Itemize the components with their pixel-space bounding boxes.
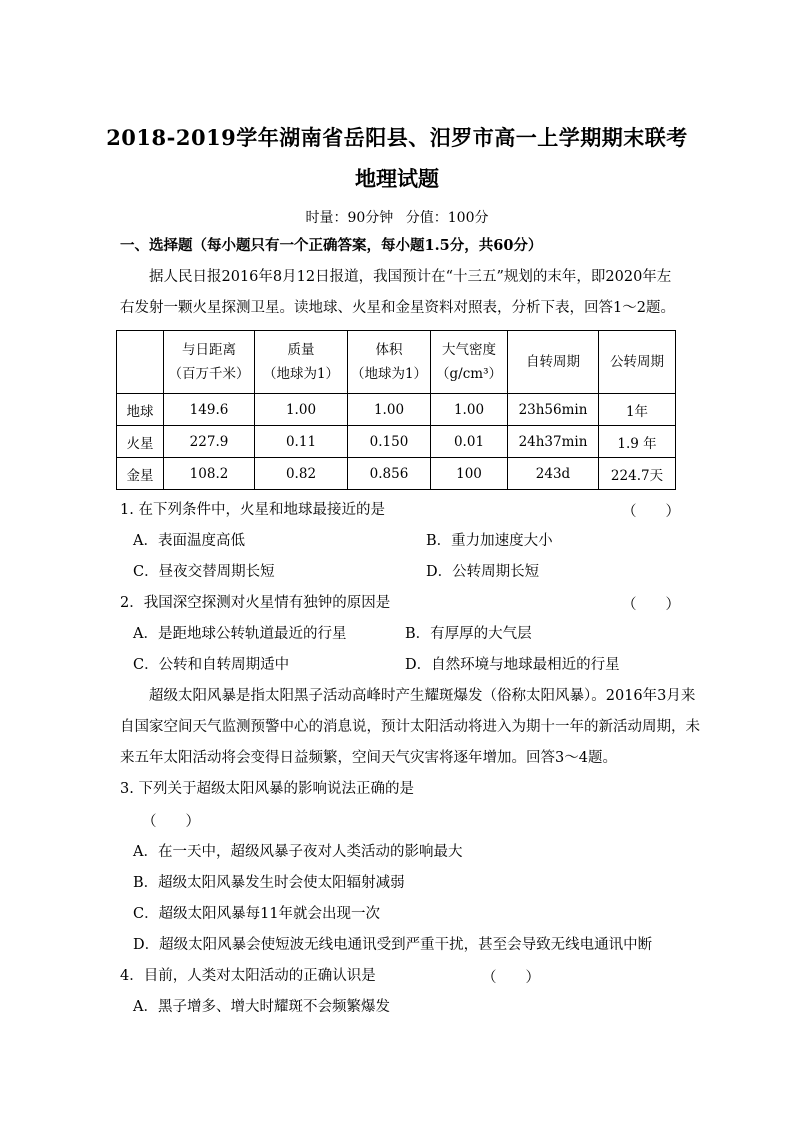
option-d: D．自然环境与地球最相近的行星 <box>405 657 620 673</box>
question-2-stem: 2．我国深空探测对火星情有独钟的原因是 <box>120 595 391 611</box>
table-cell: 0.01 <box>431 426 508 458</box>
exam-meta <box>0 207 794 227</box>
question-1-stem: 1. 在下列条件中，火星和地球最接近的是 <box>120 502 385 518</box>
table-cell: 1年 <box>599 394 676 426</box>
table-cell: 0.856 <box>348 458 431 490</box>
table-cell: 24h37min <box>508 426 599 458</box>
table-cell: 0.150 <box>348 426 431 458</box>
option-c: C．昼夜交替周期长短 <box>133 564 275 580</box>
option-a: A．在一天中，超级风暴子夜对人类活动的影响最大 <box>133 844 463 860</box>
table-cell: 243d <box>508 458 599 490</box>
option-d: D．公转周期长短 <box>426 564 540 580</box>
intro-line: 据人民日报2016年8月12日报道，我国预计在“十三五”规划的末年，即2020年左 <box>149 269 672 285</box>
table-row <box>117 426 676 458</box>
score-label: 分值：100分 <box>405 210 489 226</box>
question-4-stem: 4．目前，人类对太阳活动的正确认识是 <box>120 968 376 984</box>
table-header-cell: 公转周期 <box>599 331 676 394</box>
option-d: D．超级太阳风暴会使短波无线电通讯受到严重干扰，甚至会导致无线电通讯中断 <box>133 937 653 953</box>
option-a: A．表面温度高低 <box>133 533 245 549</box>
table-header-cell: 自转周期 <box>508 331 599 394</box>
answer-blank: （ ） <box>622 597 680 613</box>
answer-blank: （ ） <box>142 814 200 830</box>
answer-blank: （ ） <box>482 970 540 986</box>
time-label: 时量：90分钟 <box>305 210 394 226</box>
table-header-row <box>117 331 676 394</box>
table-cell: 金星 <box>117 458 164 490</box>
option-b: B．超级太阳风暴发生时会使太阳辐射减弱 <box>133 875 405 891</box>
table-header-cell: 质量 （地球为1） <box>255 331 348 394</box>
table-cell: 224.7天 <box>599 458 676 490</box>
exam-subject: 地理试题 <box>355 166 439 191</box>
section-heading: 一、选择题（每小题只有一个正确答案，每小题1.5分，共60分） <box>120 237 543 254</box>
table-cell: 火星 <box>117 426 164 458</box>
option-a: A．是距地球公转轨道最近的行星 <box>133 626 347 642</box>
table-cell: 1.00 <box>431 394 508 426</box>
table-row <box>117 458 676 490</box>
table-cell: 23h56min <box>508 394 599 426</box>
table-header-cell <box>117 331 164 394</box>
option-b: B．有厚厚的大气层 <box>405 626 532 642</box>
table-cell: 0.82 <box>255 458 348 490</box>
answer-blank: （ ） <box>622 504 680 520</box>
option-c: C．超级太阳风暴每11年就会出现一次 <box>133 906 381 922</box>
table-cell: 1.9 年 <box>599 426 676 458</box>
option-b: B．重力加速度大小 <box>426 533 553 549</box>
option-a: A．黑子增多、增大时耀斑不会频繁爆发 <box>133 999 390 1015</box>
table-cell: 地球 <box>117 394 164 426</box>
question-3-stem: 3. 下列关于超级太阳风暴的影响说法正确的是 <box>120 781 414 797</box>
table-cell: 227.9 <box>164 426 255 458</box>
table-cell: 149.6 <box>164 394 255 426</box>
passage-line: 超级太阳风暴是指太阳黑子活动高峰时产生耀斑爆发（俗称太阳风暴）。2016年3月来 <box>149 688 696 704</box>
table-cell: 1.00 <box>255 394 348 426</box>
table-cell: 108.2 <box>164 458 255 490</box>
planet-data-table <box>116 330 676 490</box>
table-cell: 0.11 <box>255 426 348 458</box>
passage-line: 来五年太阳活动将会变得日益频繁，空间天气灾害将逐年增加。回答3～4题。 <box>120 750 617 766</box>
table-header-cell: 体积 （地球为1） <box>348 331 431 394</box>
table-cell: 100 <box>431 458 508 490</box>
intro-line: 右发射一颗火星探测卫星。读地球、火星和金星资料对照表，分析下表，回答1～2题。 <box>120 300 675 316</box>
table-row <box>117 394 676 426</box>
exam-title: 2018-2019学年湖南省岳阳县、汨罗市高一上学期期末联考 <box>106 125 688 150</box>
passage-line: 自国家空间天气监测预警中心的消息说，预计太阳活动将进入为期十一年的新活动周期，未 <box>120 719 700 735</box>
table-cell: 1.00 <box>348 394 431 426</box>
table-header-cell: 与日距离 （百万千米） <box>164 331 255 394</box>
option-c: C．公转和自转周期适中 <box>133 657 290 673</box>
table-header-cell: 大气密度 （g/cm³） <box>431 331 508 394</box>
